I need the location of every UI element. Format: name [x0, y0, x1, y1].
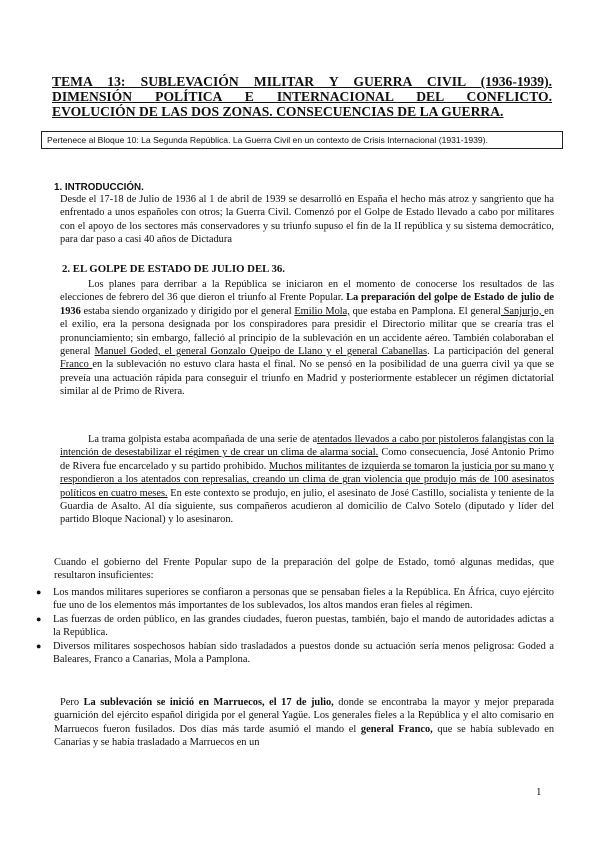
- p2-text-c: Como consecuencia, José Antonio Primo de Rivera fue encarcelado y su partido prohibido.: [60, 447, 554, 472]
- p2-underlined-atentados: tentados llevados a cabo por pistoleros falangistas con la intención de desestabilizar el régimen y de crear un clima de alarma social.: [60, 434, 554, 459]
- title-line-2: DIMENSIÓN POLÍTICA E INTERNACIONAL DEL CONFLICTO.: [52, 89, 552, 104]
- intro-heading: 1. INTRODUCCIÓN.: [54, 182, 144, 193]
- p1-link-sanjurjo: Sanjurjo,: [500, 305, 545, 317]
- p2-underlined-represalias: Muchos militantes de izquierda se tomaron la justicia por su mano y respondieron a los atentados con represalias, creando un clima de gran violencia que produjo más de 100 asesinatos políticos en cuatro meses.: [60, 460, 554, 499]
- bullet-icon: ●: [36, 640, 42, 651]
- bullet-icon: ●: [36, 613, 42, 624]
- golpe-paragraph-2: [60, 433, 554, 527]
- p1-text-g: en el exilio, era la persona designada por los conspiradores para presidir el Directorio militar que se crearía tras el pronunciamiento; sin embargo, falleció al principio de la sublevación en un accidente aéreo. También colaboraban el general: [60, 305, 554, 358]
- p4-bold-sublevacion: La sublevación se inició en Marruecos, el 17 de julio,: [83, 697, 334, 708]
- intro-paragraph: Desde el 17-18 de Julio de 1936 al 1 de abril de 1939 se desarrolló en España el hecho más atroz y sangriento que ha enfrentado a unos españoles con otros; la Guerra Civil. Comenzó por el Golpe de Estado llevado a cabo por militares con el apoyo de los sectores más conservadores y su triunfo supuso el fin de la II república y su sistema democrático, para dar paso a casi 40 años de Dictadura: [60, 194, 554, 246]
- list-item: [36, 586, 554, 613]
- p2-text-a: La trama golpista estaba acompañada de una serie de a: [88, 434, 318, 445]
- p1-text-k: en la sublevación no estuvo clara hasta el final. No se pensó en la posibilidad de una guerra civil ya que se preveía una actuación rápida para conseguir el triunfo en Madrid y posteriormente establecer un régimen dictatorial similar al de Primo de Rivera.: [60, 359, 554, 398]
- list-item: [36, 613, 554, 640]
- p1-text-i: . La participación del general: [427, 346, 554, 358]
- title-line-1: TEMA 13: SUBLEVACIÓN MILITAR Y GUERRA CIVIL (1936-1939).: [52, 74, 552, 89]
- p1-text-e: que estaba en Pamplona. El general: [349, 305, 501, 317]
- golpe-heading: 2. EL GOLPE DE ESTADO DE JULIO DEL 36.: [62, 263, 285, 275]
- list-item-text: Diversos militares sospechosos habían sido trasladados a puestos donde su actuación sería menos peligrosa: Goded a Baleares, Franco a Canarias, Mola a Pamplona.: [53, 640, 554, 666]
- p1-link-franco: Franco: [60, 359, 93, 371]
- title-line-3: EVOLUCIÓN DE LAS DOS ZONAS. CONSECUENCIAS DE LA GUERRA.: [52, 104, 504, 119]
- p4-text-e: que se había sublevado en Canarias y se había trasladado a Marruecos en un: [54, 723, 555, 749]
- sublevacion-paragraph: [54, 696, 554, 750]
- bullet-icon: ●: [36, 587, 42, 597]
- p2-text-e: En este contexto se produjo, en julio, el asesinato de José Castillo, socialista y teniente de la Guardia de Asalto. Al día siguiente, sus compañeros acudieron al domicilio de Calvo Sotelo (diputado y líder del partido Bloque Nacional) y lo asesinaron.: [60, 487, 555, 526]
- page-number: 1: [536, 786, 542, 798]
- p4-bold-franco: general Franco,: [360, 723, 433, 735]
- p4-text-a: Pero: [60, 697, 84, 708]
- bloque-box: Pertenece al Bloque 10: La Segunda República. La Guerra Civil en un contexto de Crisis Internacional (1931-1939).: [41, 131, 563, 149]
- p1-bold-preparacion: La preparación del golpe de Estado de julio de 1936: [60, 292, 555, 317]
- p1-text-c: estaba siendo organizado y dirigido por el general: [80, 305, 295, 317]
- golpe-paragraph-1: [60, 278, 554, 399]
- document-title: [52, 74, 552, 119]
- p4-text-c: donde se encontraba la mayor y mejor preparada guarnición del ejército español dirigida por el general Yagüe. Los generales fieles a la República y el alto comisario en Marruecos fueron fusilados. Dos días más tarde asumió el mando el: [54, 697, 554, 735]
- list-item: [36, 640, 554, 667]
- p1-link-mola: Emilio Mola,: [294, 305, 350, 317]
- p1-text-a: Los planes para derribar a la República se iniciaron en el momento de conocerse los resultados de las elecciones de febrero del 36 que dieron el triunfo al Frente Popular.: [60, 279, 554, 304]
- list-item-text: Las fuerzas de orden público, en las grandes ciudades, fueron puestas, también, bajo el mando de autoridades adictas a la República.: [53, 613, 554, 639]
- medidas-paragraph: Cuando el gobierno del Frente Popular supo de la preparación del golpe de Estado, tomó algunas medidas, que resultaron insuficientes:: [54, 557, 554, 582]
- medidas-list: [36, 586, 554, 666]
- p1-link-generales: Manuel Goded, el general Gonzalo Queipo de Llano y el general Cabanellas: [94, 346, 428, 358]
- list-item-text: Los mandos militares superiores se confiaron a personas que se pensaban fieles a la República. En África, cuyo ejército fue uno de los elementos más importantes de los sublevados, los altos mandos eran fieles al régimen.: [53, 587, 554, 612]
